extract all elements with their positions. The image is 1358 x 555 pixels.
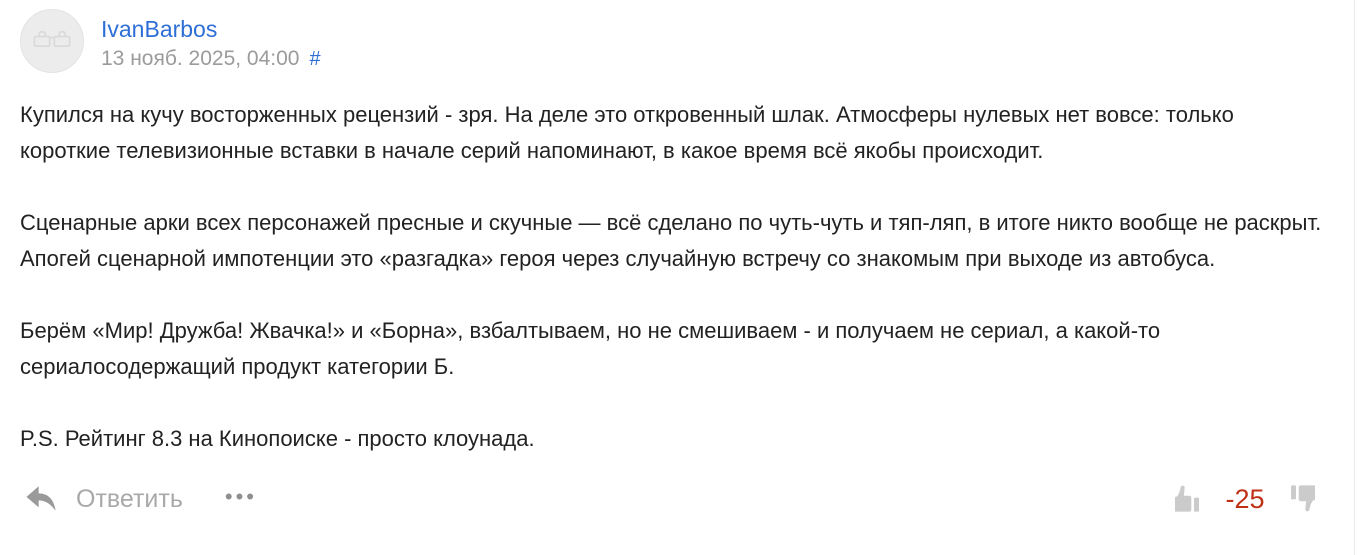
comment-paragraph: P.S. Рейтинг 8.3 на Кинопоиске - просто клоунада. [20, 426, 535, 451]
author-block [101, 9, 321, 71]
thumbs-up-button[interactable] [1168, 484, 1201, 516]
comment-date: 13 нояб. 2025, 04:00 [101, 46, 300, 70]
author-link[interactable]: IvanBarbos [101, 16, 218, 42]
permalink-anchor[interactable]: # [309, 47, 321, 70]
vote-score: -25 [1225, 484, 1265, 514]
comment-body [20, 97, 1328, 457]
comment-paragraph: Берём «Мир! Дружба! Жвачка!» и «Борна», взбалтываем, но не смешиваем - и получаем не сериал, а какой-то сериалосодержащий продукт категории Б. [20, 318, 1161, 379]
comment-paragraph: Купился на кучу восторженных рецензий - зря. На деле это откровенный шлак. Атмосферы нулевых нет вовсе: только короткие телевизионные вставки в начале серий напоминают, в какое время всё якобы происходит. [20, 102, 1234, 163]
reply-button[interactable] [24, 483, 183, 516]
vote-controls [1168, 484, 1328, 516]
thumbs-down-icon [1289, 484, 1322, 516]
comment-header [20, 9, 1328, 73]
footer-actions [24, 483, 257, 516]
thumbs-up-icon [1168, 484, 1201, 516]
glasses-icon [28, 15, 76, 68]
avatar[interactable] [20, 9, 84, 73]
reply-arrow-icon [24, 483, 58, 516]
more-options-button[interactable]: ••• [225, 484, 257, 516]
page-edge-divider [1354, 0, 1355, 555]
comment-date-row [101, 47, 321, 71]
reply-label: Ответить [76, 485, 183, 513]
comment-footer [20, 483, 1328, 516]
comment-paragraph: Сценарные арки всех персонажей пресные и скучные — всё сделано по чуть-чуть и тяп-ляп, в итоге никто вообще не раскрыт. Апогей сценарной импотенции это «разгадка» героя через случайную встречу со знакомым при выходе из автобуса. [20, 210, 1322, 271]
thumbs-down-button[interactable] [1289, 484, 1322, 516]
